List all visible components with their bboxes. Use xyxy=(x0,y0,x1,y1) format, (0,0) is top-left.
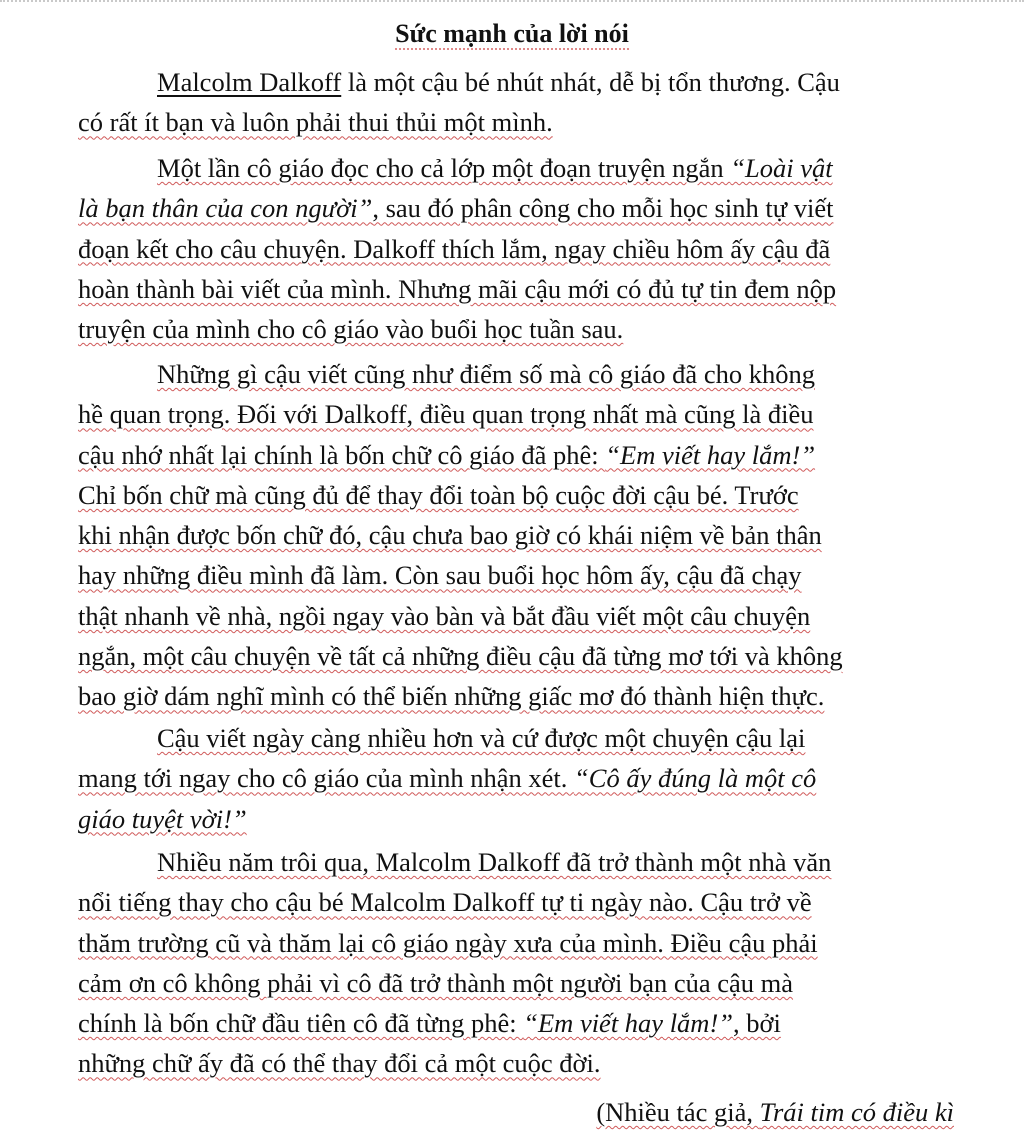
source-citation: (Nhiều tác giả, Trái tim có điều kì xyxy=(596,1097,954,1127)
cut-off-previous-line xyxy=(0,0,1024,10)
paragraph-line: Nhiều năm trôi qua, Malcolm Dalkoff đã trở thành một nhà văn xyxy=(157,847,832,877)
character-name: Malcolm Dalkoff xyxy=(157,67,342,97)
paragraph-line: thăm trường cũ và thăm lại cô giáo ngày xưa của mình. Điều cậu phải xyxy=(78,927,818,958)
paragraph-line: truyện của mình cho cô giáo vào buổi học tuần sau. xyxy=(78,314,624,345)
paragraph-line: Chỉ bốn chữ mà cũng đủ để thay đổi toàn bộ cuộc đời cậu bé. Trước xyxy=(78,479,799,510)
paragraph-line: có rất ít bạn và luôn phải thui thủi một mình. xyxy=(78,107,553,138)
paragraph-2 xyxy=(78,148,954,349)
paragraph-line: mang tới ngay cho cô giáo của mình nhận xét. “Cô ấy đúng là một cô xyxy=(78,763,817,794)
paragraph-line: chính là bốn chữ đầu tiên cô đã từng phê: “Em viết hay lắm!”, bởi xyxy=(78,1008,781,1039)
paragraph-line: nổi tiếng thay cho cậu bé Malcolm Dalkoff tự ti ngày nào. Cậu trở về xyxy=(78,887,812,918)
paragraph-line: thật nhanh về nhà, ngồi ngay vào bàn và bắt đầu viết một câu chuyện xyxy=(78,600,811,631)
paragraph-3 xyxy=(78,354,954,717)
paragraph-line: Malcolm Dalkoff là một cậu bé nhút nhát, dễ bị tổn thương. Cậu xyxy=(157,67,840,97)
paragraph-line: là bạn thân của con người”, sau đó phân công cho mỗi học sinh tự viết xyxy=(78,193,834,224)
source-book-title: Trái tim có điều kì xyxy=(759,1097,954,1127)
paragraph-line: bao giờ dám nghĩ mình có thể biến những giấc mơ đó thành hiện thực. xyxy=(78,681,825,712)
paragraph-1 xyxy=(78,62,954,143)
story-title: Sức mạnh của lời nói xyxy=(395,19,629,48)
paragraph-line: Cậu viết ngày càng nhiều hơn và cứ được một chuyện cậu lại xyxy=(157,723,806,753)
paragraph-line: Một lần cô giáo đọc cho cả lớp một đoạn truyện ngắn “Loài vật xyxy=(157,153,833,183)
paragraph-line: hay những điều mình đã làm. Còn sau buổi học hôm ấy, cậu đã chạy xyxy=(78,560,802,591)
paragraph-line: cảm ơn cô không phải vì cô đã trở thành một người bạn của cậu mà xyxy=(78,967,794,998)
paragraph-line: ngắn, một câu chuyện về tất cả những điều cậu đã từng mơ tới và không xyxy=(78,641,843,672)
paragraph-line: cậu nhớ nhất lại chính là bốn chữ cô giáo đã phê: “Em viết hay lắm!” xyxy=(78,439,816,470)
paragraph-line: Những gì cậu viết cũng như điểm số mà cô giáo đã cho không xyxy=(157,359,815,389)
paragraph-line: hoàn thành bài viết của mình. Nhưng mãi cậu mới có đủ tự tin đem nộp xyxy=(78,273,837,304)
paragraph-line: hề quan trọng. Đối với Dalkoff, điều quan trọng nhất mà cũng là điều xyxy=(78,399,814,430)
paragraph-line: đoạn kết cho câu chuyện. Dalkoff thích lắm, ngay chiều hôm ấy cậu đã xyxy=(78,233,831,264)
paragraph-line: những chữ ấy đã có thể thay đổi cả một cuộc đời. xyxy=(78,1048,601,1079)
paragraph-line: giáo tuyệt vời!” xyxy=(78,803,247,834)
paragraph-5 xyxy=(78,842,954,1084)
paragraph-4 xyxy=(78,718,954,839)
paragraph-line: khi nhận được bốn chữ đó, cậu chưa bao giờ có khái niệm về bản thân xyxy=(78,520,822,551)
